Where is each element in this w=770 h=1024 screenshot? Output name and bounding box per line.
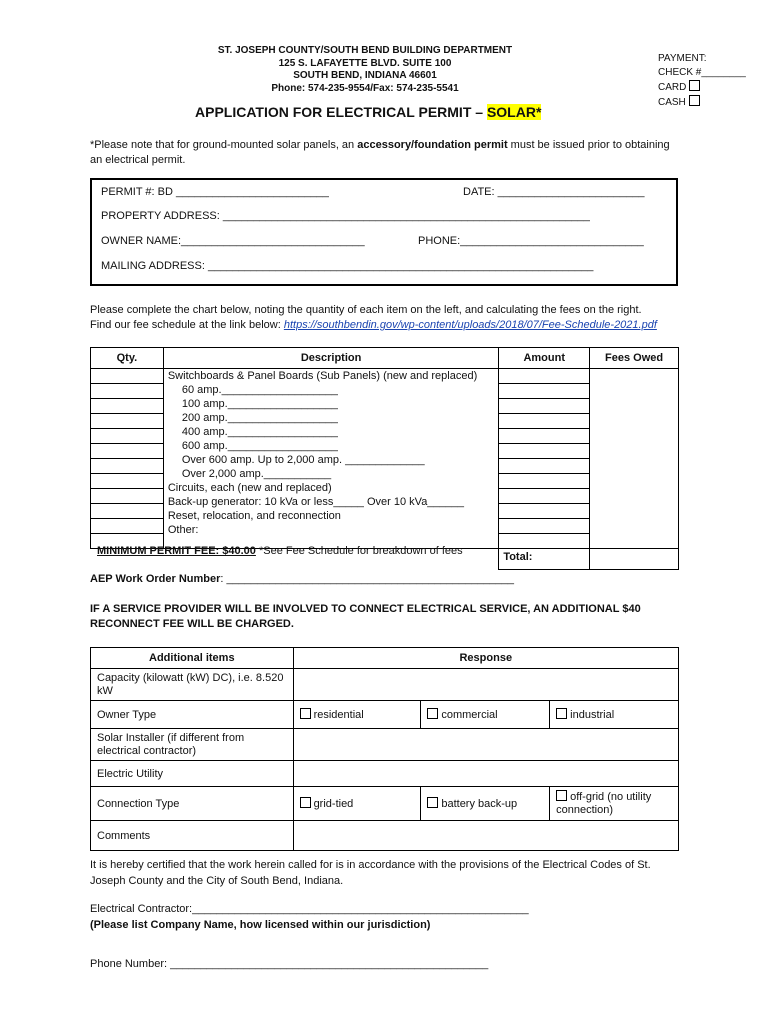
capacity-label: Capacity (kilowatt (kW) DC), i.e. 8.520 kW [91,669,294,701]
checkbox-icon[interactable] [556,708,567,719]
row-label: 60 amp.___________________ [181,384,338,396]
header-line: ST. JOSEPH COUNTY/SOUTH BEND BUILDING DEPARTMENT [217,45,513,56]
row-label: 600 amp.__________________ [181,440,338,452]
fees-owed-cell[interactable] [590,369,679,549]
owner-industrial-option[interactable]: industrial [550,701,679,729]
col-header-description: Description [163,348,498,369]
contractor-note: (Please list Company Name, how licensed within our jurisdiction) [90,919,431,931]
total-label: Total: [499,549,590,570]
owner-residential-option[interactable]: residential [293,701,421,729]
conn-battery-option[interactable]: battery back-up [421,787,550,821]
installer-input[interactable] [293,729,678,761]
checkbox-icon[interactable] [300,708,311,719]
row-label: Circuits, each (new and replaced) [167,482,332,494]
property-address-field[interactable]: PROPERTY ADDRESS: ____________________________________________________________ [101,210,590,222]
payment-label: PAYMENT: [658,53,707,64]
capacity-input[interactable] [293,669,678,701]
checkbox-icon[interactable] [300,797,311,808]
phone-number-field[interactable]: Phone Number: ____________________________________________________ [90,958,489,970]
date-field[interactable]: DATE: ________________________ [463,186,645,198]
department-header [180,45,550,95]
total-field[interactable] [590,549,679,570]
col-header-response: Response [293,648,678,669]
checkbox-icon[interactable] [427,708,438,719]
row-label: Over 600 amp. Up to 2,000 amp. _____________ [181,454,425,466]
aep-work-order[interactable]: AEP Work Order Number: _______________________________________________ [90,573,515,585]
header-line: 125 S. LAFAYETTE BLVD. SUITE 100 [278,57,452,69]
comments-label: Comments [91,821,294,851]
col-header-qty: Qty. [91,348,164,369]
payment-block [658,52,746,110]
phone-field[interactable]: PHONE:______________________________ [418,235,644,247]
col-header-fees-owed: Fees Owed [590,348,679,369]
header-line: SOUTH BEND, INDIANA 46601 [293,70,437,81]
owner-commercial-option[interactable]: commercial [421,701,550,729]
payment-check[interactable]: CHECK #________ [658,67,746,78]
col-header-additional: Additional items [91,648,294,669]
checkbox-icon[interactable] [427,797,438,808]
row-label: Back-up generator: 10 kVa or less_____ Over 10 kVa______ [167,496,465,508]
contractor-field[interactable]: Electrical Contractor:_______________________________________________________ [90,903,529,915]
permit-info-box [90,178,678,286]
connection-label: Connection Type [91,787,294,821]
row-label: 200 amp.__________________ [181,412,338,424]
comments-input[interactable] [293,821,678,851]
fee-table [90,347,679,570]
amount-cell[interactable] [499,369,590,549]
row-label: 400 amp.__________________ [181,426,338,438]
utility-label: Electric Utility [91,761,294,787]
row-label: Reset, relocation, and reconnection [167,510,341,522]
row-label: Switchboards & Panel Boards (Sub Panels) (new and replaced) [167,370,478,382]
payment-cash[interactable]: CASH [658,95,746,110]
foundation-note: *Please note that for ground-mounted solar panels, an accessory/foundation permit must be issued prior to obtaining an electrical permit. [90,139,670,166]
header-line: Phone: 574-235-9554/Fax: 574-235-5541 [271,82,459,94]
certification-text: It is hereby certified that the work herein called for is in accordance with the provisions of the Electrical Codes of St. Joseph County and the City of South Bend, Indiana. [90,859,651,887]
additional-items-table [90,647,679,851]
owner-name-field[interactable]: OWNER NAME:______________________________ [101,235,365,247]
utility-input[interactable] [293,761,678,787]
description-cell [163,369,498,549]
checkbox-icon[interactable] [689,95,700,106]
checkbox-icon[interactable] [689,80,700,91]
row-label: Other: [167,524,199,536]
row-label: Over 2,000 amp.___________ [181,468,332,480]
minimum-permit-fee: MINIMUM PERMIT FEE: $40.00 *See Fee Schedule for breakdown of fees [97,545,463,557]
conn-grid-tied-option[interactable]: grid-tied [293,787,421,821]
service-provider-notice: IF A SERVICE PROVIDER WILL BE INVOLVED TO CONNECT ELECTRICAL SERVICE, AN ADDITIONAL $40 RECONNECT FEE WILL BE CHARGED. [90,603,641,630]
permit-number-field[interactable]: PERMIT #: BD _________________________ [101,186,329,198]
chart-instructions: Please complete the chart below, noting the quantity of each item on the left, and calculating the fees on the right. Find our fee schedule at the link below: https://southbendin.gov/wp-content/uploads/2018/07/Fee-Schedule-2021.pdf [90,304,657,331]
mailing-address-field[interactable]: MAILING ADDRESS: _______________________________________________________________ [101,260,594,272]
qty-cell[interactable] [91,369,164,549]
electrical-contractor [90,901,529,933]
installer-label: Solar Installer (if different from electrical contractor) [91,729,294,761]
row-label: 100 amp.__________________ [181,398,338,410]
owner-type-label: Owner Type [91,701,294,729]
page-title: APPLICATION FOR ELECTRICAL PERMIT – SOLAR* [195,104,542,120]
checkbox-icon[interactable] [556,790,567,801]
fee-schedule-link[interactable]: https://southbendin.gov/wp-content/uploads/2018/07/Fee-Schedule-2021.pdf [283,319,657,331]
conn-off-grid-option[interactable]: off-grid (no utility connection) [550,787,679,821]
col-header-amount: Amount [499,348,590,369]
payment-card[interactable]: CARD [658,80,746,95]
title-highlight: SOLAR* [486,104,542,120]
